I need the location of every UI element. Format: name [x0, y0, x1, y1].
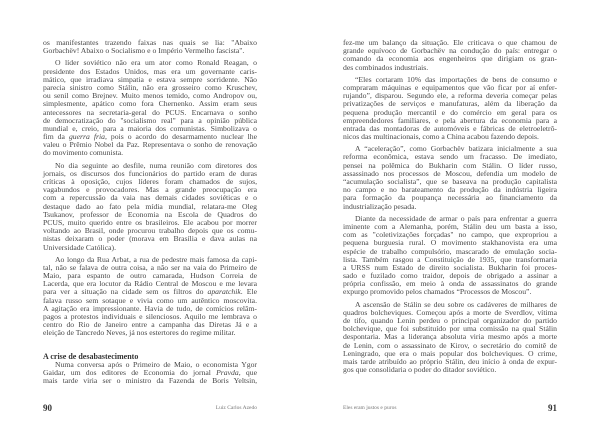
- text-line: No dia seguinte ao desfile, numa reunião com diretores dos: [55, 160, 257, 170]
- text-line: nicos das multinacionais, como a China acabou fazendo depois.: [343, 132, 539, 142]
- italic-text: Pravda: [216, 367, 239, 377]
- text-line: tal, não se falava de outra coisa, a não ser na vaia do Primeiro de: [43, 262, 257, 272]
- text-line: Gorbachëv! Abaixo o Socialismo e o Império Vermelho fascista".: [43, 46, 245, 56]
- text-line: empreendedores familiares, e pela abertura da economia para a: [343, 115, 557, 125]
- paragraph: [343, 76, 557, 142]
- text-segment: , que: [238, 367, 257, 377]
- text-line: a URSS num Estado de direito socialista. Bukharin foi proces-: [343, 262, 557, 272]
- paragraph: [43, 59, 257, 157]
- left-page-footer: [43, 403, 257, 415]
- paragraph: [43, 39, 257, 55]
- text-line: Diante da necessidade de armar o país para enfrentar a guerra: [355, 213, 557, 223]
- text-line: os manifestantes trazendo faixas nas quais se lia: "Abaixo: [43, 38, 257, 47]
- text-line: entrada das montadoras de automóveis e fábricas de eletroeletrô-: [343, 123, 557, 133]
- text-segment: para ver a situação na cidade sem os filtros do: [43, 287, 208, 297]
- right-page: [300, 0, 600, 439]
- text-line: pagos a protestos individuais e silenciosos. Aquilo me lembrava o: [43, 312, 257, 321]
- text-line: gos que consolidaria o poder do ditador soviético.: [343, 365, 497, 375]
- text-line: de democratização do "socialismo real" para a opinião pública: [43, 115, 257, 125]
- text-line: A ascensão de Stálin se deu sobre os cadáveres de milhares de: [355, 299, 557, 309]
- text-line: assassinado nos processos de Moscou, defendia um modelo de: [343, 168, 557, 178]
- running-head-author: Luiz Carlos Azedo: [215, 405, 257, 411]
- paragraphs-before: [43, 39, 257, 338]
- text-line: O líder soviético não era um ator como Ronald Reagan, o: [55, 58, 257, 68]
- paragraph: [343, 39, 557, 72]
- text-line: Universidade Católica).: [43, 242, 117, 252]
- text-line: de tifo, quando Lenin perdeu o principal organizador do partido: [343, 316, 557, 325]
- text-line: valeu o Prêmio Nobel da Paz. Representava o sonho de renovação: [43, 140, 257, 150]
- text-line: vagabundos e provocadores. Mas a grande preocupação era: [43, 185, 257, 195]
- text-line: nistas deixaram o poder (morava em Brasília e dava aulas na: [43, 234, 257, 244]
- text-line: despontaria. Mas a liderança absoluta viria mesmo após a morte: [343, 332, 557, 342]
- text-line: “acumulação socialista”, que se baseava na produção capitalista: [343, 177, 557, 186]
- text-segment: Gaidar, um dos editores de Economia do jornal: [43, 367, 217, 377]
- text-line: eleição de Tancredo Neves, já nos estertores do regime militar.: [43, 328, 236, 338]
- text-line: reforma econômica, estava sendo um fracasso. De imediato,: [343, 152, 557, 162]
- text-line: mais tarde atribuído ao próprio Stálin, deu início à onda de expur-: [343, 356, 557, 366]
- text-line: pequena produção mercantil e do comércio em geral para os: [343, 107, 557, 117]
- page-number: 91: [548, 403, 557, 413]
- text-line: bolchevique, que foi substituído por uma comissão na qual Stálin: [343, 324, 557, 334]
- text-line: lista. Também rasgou a Constituição de 1935, que transformaria: [343, 254, 557, 264]
- right-page-footer: [343, 403, 557, 415]
- italic-text: guerra fria: [68, 132, 105, 142]
- text-line: Numa conversa após o Primeiro de Maio, o economista Ygor: [55, 359, 257, 369]
- paragraph: [343, 145, 557, 211]
- text-line: antecessores na secretaria-geral do PCUS. Encarnava o sonho: [43, 107, 257, 117]
- text-line: des combinados industriais.: [343, 62, 429, 72]
- page-number: 90: [43, 403, 52, 413]
- text-line: “Eles cortaram 10% das importações de bens de consumo e: [355, 74, 557, 84]
- paragraphs: [343, 39, 557, 374]
- text-line: iminente com a Alemanha, porém, Stálin deu um basta a isso,: [343, 221, 557, 231]
- text-line: mático, que irradiava simpatia e estava sempre sorridente. Não: [43, 74, 257, 84]
- text-line: A “aceleração”, como Gorbachëv batizara inicialmente a sua: [355, 144, 557, 154]
- text-line: mais tarde viria ser o ministro da Fazenda de Boris Yeltsin,: [43, 375, 257, 385]
- text-line: comando da economia aos engenheiros que dirigiam os gran-: [343, 54, 557, 64]
- paragraph: [43, 162, 257, 252]
- text-line: industrialização pesada.: [343, 201, 417, 211]
- text-line: grande equívoco de Gorbachëv na condução do país: entregar o: [343, 46, 557, 56]
- text-line: rujando”, disparou. Segundo ele, a reforma deveria começar pelas: [343, 91, 557, 101]
- text-line: própria confissão, em meio à onda de assassinatos do grande: [343, 279, 557, 289]
- text-line: centro do Rio de Janeiro entre a campanha das Diretas Já e a: [43, 320, 257, 330]
- text-line: de Lenin, com o assassinato de Kirov, o secretário do comitê de: [343, 340, 557, 350]
- paragraph: [343, 301, 557, 375]
- italic-text: aparatchik: [207, 287, 241, 297]
- text-line: Tsukanov, professor de Economia na Escola de Quadros do: [43, 209, 257, 219]
- text-line: Lacerda, que era locutor da Rádio Central de Moscou e me levara: [43, 279, 257, 289]
- text-line: Maio, para espanto de outro camarada, Hudson Correia de: [43, 271, 257, 281]
- text-line: Leningrado, que era o mais popular dos bolcheviques. O crime,: [343, 348, 557, 358]
- text-line: expurgo promovido pelos chamados “Processos de Moscou”.: [343, 287, 532, 297]
- text-line: críticas à oposição, cujos líderes foram chamados de sujos,: [43, 177, 257, 186]
- text-line: jornais, os discursos dos funcionários do partido eram de duras: [43, 168, 257, 178]
- text-line: privatizações de serviços e manufaturas, além da liberação da: [343, 99, 557, 109]
- left-page-body: [43, 39, 257, 389]
- text-line: pequena burguesia rural. O movimento stakhanovista era uma: [343, 238, 557, 248]
- text-line: espécie de trabalho compulsório, mascarado de emulação socia-: [343, 246, 557, 256]
- paragraph: [343, 215, 557, 297]
- text-line: voltando ao Brasil, onde procurou trabalho depois que os comu-: [43, 226, 257, 236]
- text-line: destaque dado ao fato pela mídia mundial, relatara-me Oleg: [43, 201, 257, 211]
- text-line: simplesmente, apático como fora Chernenko. Assim eram seus: [43, 99, 257, 109]
- text-line: no campo e no barateamento da produção da indústria ligeira: [343, 185, 557, 195]
- paragraph: [43, 361, 257, 386]
- section-heading: A crise de desabastecimento: [43, 351, 139, 361]
- text-line: mundial e, creio, para a maioria dos comunistas. Simbolizava o: [43, 123, 257, 133]
- text-line: com as "coletivizações forçadas" no campo, que expropriou a: [343, 230, 557, 240]
- text-line: ou senil como Brejnev. Muito menos temido, como Andropov ou,: [43, 91, 257, 101]
- text-line: PCUS, muito querido entre os brasileiros. Ele acabou por morrer: [43, 217, 257, 227]
- text-line: falava russo sem sotaque e vivia como um autêntico moscovita.: [43, 295, 257, 305]
- text-segment: fim da: [43, 132, 69, 142]
- text-line: fez-me um balanço da situação. Ele criticava o que chamou de: [343, 38, 557, 47]
- text-line: Ao longo da Rua Arbat, a rua de pedestre mais famosa da capi-: [55, 254, 257, 264]
- text-line: sado e fuzilado como traidor, depois de obrigado a assinar a: [343, 271, 557, 281]
- text-segment: . Ele: [240, 287, 257, 297]
- text-line: com a repercussão da vaia nas demais cidades soviéticas e o: [43, 193, 257, 203]
- text-line: quadros bolcheviques. Começou após a morte de Sverdlov, vítima: [343, 307, 557, 317]
- right-page-body: [343, 39, 557, 378]
- text-line: para formação da poupança necessária ao financiamento da: [343, 193, 557, 203]
- text-line: A agitação era impressionante. Havia de tudo, de comícios relâm-: [43, 303, 257, 313]
- running-head-title: Eles eram justos e puros: [343, 405, 397, 411]
- paragraphs-after: [43, 361, 257, 386]
- text-line: compraram máquinas e equipamentos que vão ficar por aí enfer-: [343, 82, 557, 92]
- text-line: parecia sinistro como Stálin, não era grosseiro como Kruschev,: [43, 82, 257, 92]
- text-line: do movimento comunista.: [43, 148, 124, 158]
- text-segment: , pois o acordo do desarmamento nuclear lhe: [104, 132, 257, 142]
- text-line: pensei na polêmica do Bukharin com Stálin. O líder russo,: [343, 160, 557, 170]
- text-line: presidente dos Estados Unidos, mas era um governante caris-: [43, 66, 257, 76]
- paragraph: [43, 256, 257, 338]
